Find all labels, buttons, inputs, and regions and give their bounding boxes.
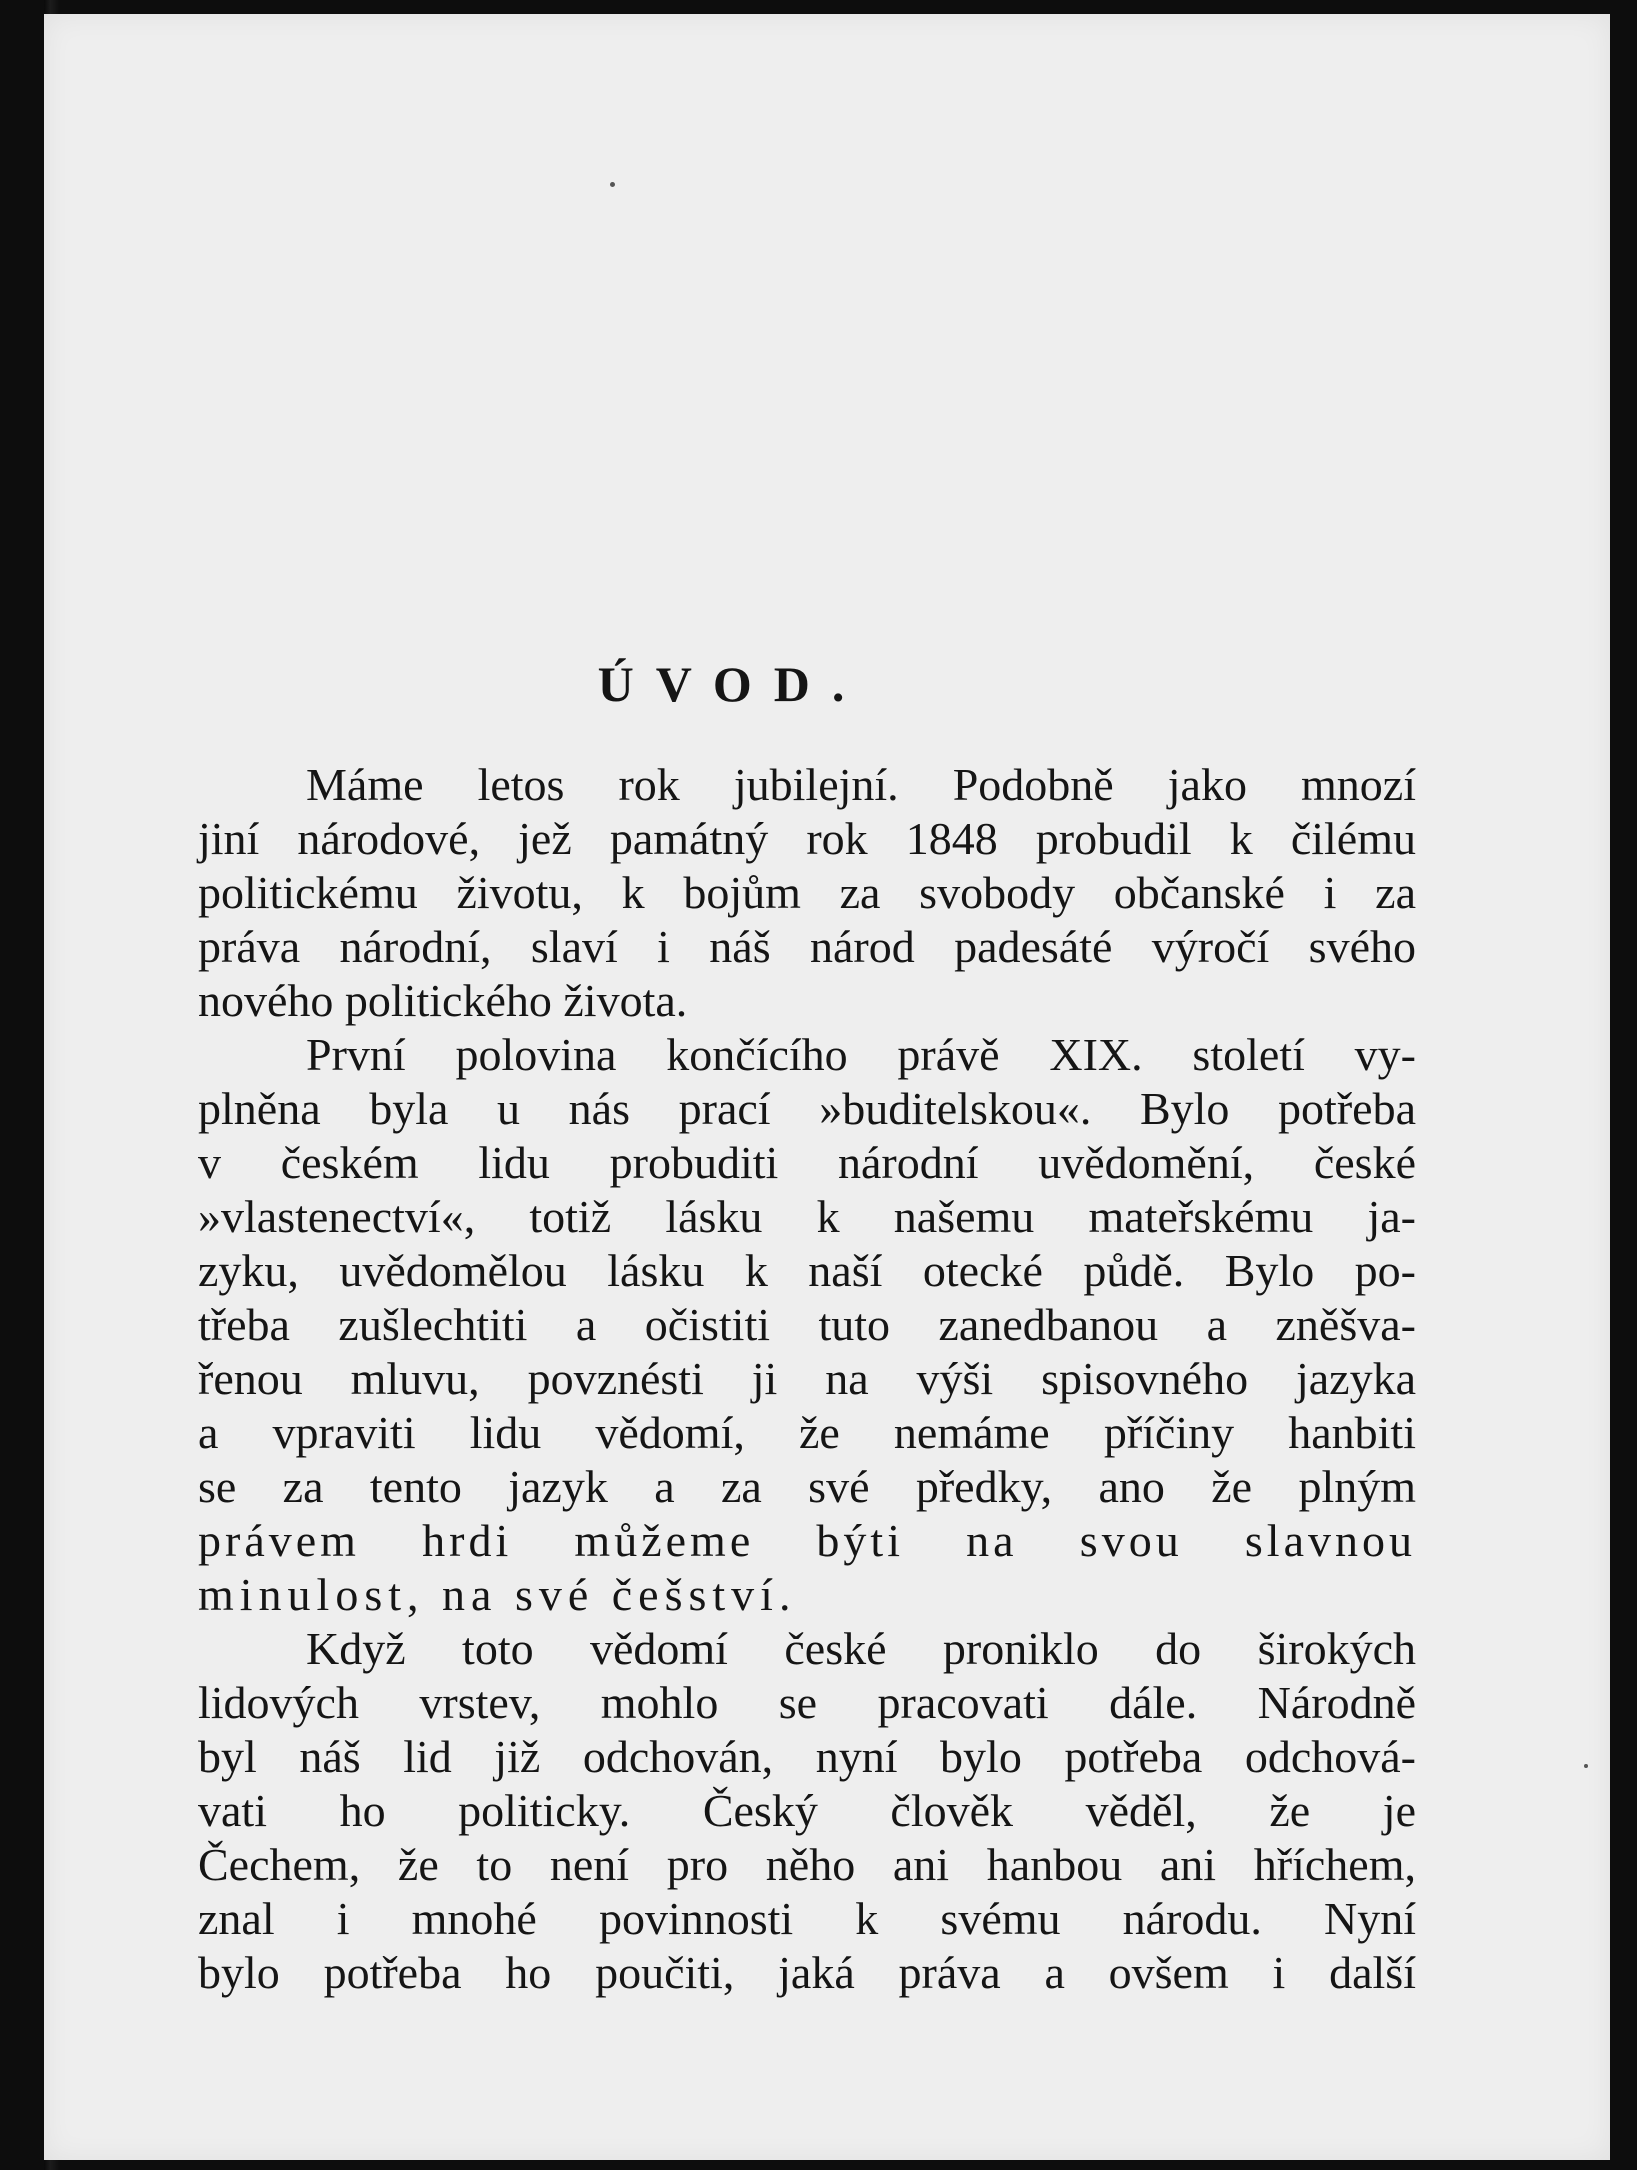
book-page [44,14,1610,2160]
text-line-9: »vlastenectví«, totiž lásku k našemu mateřskému ja- [198,1191,1416,1242]
text-line-1: Máme letos rok jubilejní. Podobně jako mnozí [306,759,1416,810]
text-line-23: bylo potřeba ho poučiti, jaká práva a ovšem i další [198,1947,1416,1998]
text-line-3: politickému životu, k bojům za svobody občanské i za [198,867,1416,918]
text-line-14: se za tento jazyk a za své předky, ano že plným [198,1461,1416,1512]
chapter-heading: ÚVOD. [597,656,867,712]
text-line-7: plněna byla u nás prací »buditelskou«. Bylo potřeba [198,1083,1416,1134]
text-line-21: Čechem, že to není pro něho ani hanbou ani hříchem, [198,1839,1416,1890]
text-line-11: třeba zušlechtiti a očistiti tuto zanedbanou a zněšva- [198,1299,1416,1350]
text-line-4: práva národní, slaví i náš národ padesáté výročí svého [198,921,1416,972]
text-line-6: První polovina končícího právě XIX. století vy- [306,1029,1416,1080]
text-line-22: znal i mnohé povinnosti k svému národu. Nyní [198,1893,1416,1944]
print-speck [1584,1764,1588,1768]
text-line-12: řenou mluvu, povznésti ji na výši spisovného jazyka [198,1353,1416,1404]
text-line-19: byl náš lid již odchován, nyní bylo potřeba odchová- [198,1731,1416,1782]
text-line-5: nového politického života. [198,975,688,1026]
text-line-2: jiní národové, jež památný rok 1848 probudil k čilému [198,813,1416,864]
text-line-10: zyku, uvědomělou lásku k naší otecké půdě. Bylo po- [198,1245,1416,1296]
text-line-8: v českém lidu probuditi národní uvědomění, české [198,1137,1416,1188]
text-line-13: a vpraviti lidu vědomí, že nemáme příčiny hanbiti [198,1407,1416,1458]
text-line-17: Když toto vědomí české proniklo do širokých [306,1623,1416,1674]
text-line-20: vati ho politicky. Český člověk věděl, že je [198,1785,1416,1836]
print-speck [610,182,615,187]
text-line-15: právem hrdi můžeme býti na svou slavnou [198,1515,1416,1566]
text-line-16: minulost, na své češství. [198,1569,797,1620]
text-line-18: lidových vrstev, mohlo se pracovati dále. Národně [198,1677,1416,1728]
